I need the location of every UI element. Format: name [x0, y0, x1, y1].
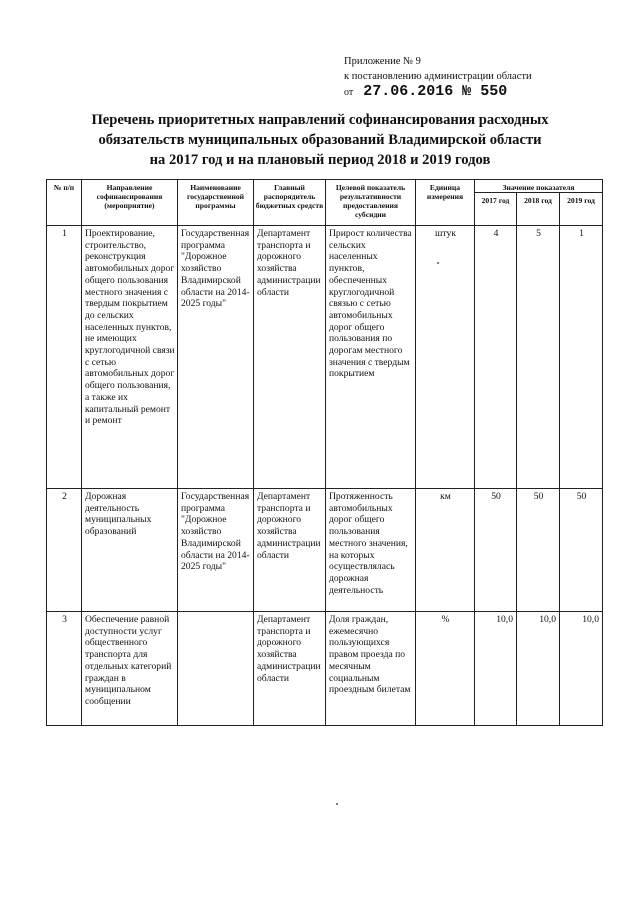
row-unit: штук	[416, 226, 475, 489]
header-program: Наименование государственной программы	[178, 180, 254, 226]
row-indicator: Доля граждан, ежемесячно пользующихся правом проезда по месячным социальным проездным билетам	[326, 612, 416, 726]
annex-stamp-number: 27.06.2016 № 550	[363, 83, 508, 100]
header-year-2018: 2018 год	[517, 193, 560, 226]
row-program	[178, 612, 254, 726]
row-direction: Обеспечение равной доступности услуг общественного транспорта для отдельных категорий граждан в муниципальном сообщении	[82, 612, 178, 726]
row-value-2017: 50	[475, 489, 517, 612]
row-direction: Проектирование, строительство, реконструкция автомобильных дорог общего пользования местного значения с твердым покрытием до сельских населенных пунктов, не имеющих круглогодичной связи с сетью автомобильных дорог общего пользования, а также их капитальный ремонт и ремонт	[82, 226, 178, 489]
table-row	[47, 612, 603, 726]
row-indicator: Прирост количества сельских населенных пунктов, обеспеченных круглогодичной связью с сетью автомобильных дорог общего пользования по дорогам местного значения с твердым покрытием	[326, 226, 416, 489]
row-unit: км	[416, 489, 475, 612]
header-direction: Направление софинансирования (мероприятие)	[82, 180, 178, 226]
header-values: Значение показателя	[475, 180, 603, 193]
scan-speck	[437, 262, 439, 264]
row-value-2018: 10,0	[517, 612, 560, 726]
table-row	[47, 489, 603, 612]
header-num: № п/п	[47, 180, 82, 226]
annex-title: Приложение № 9	[344, 56, 421, 67]
row-value-2018: 50	[517, 489, 560, 612]
row-value-2019: 10,0	[560, 612, 603, 726]
table-row	[47, 226, 603, 489]
row-unit: %	[416, 612, 475, 726]
row-indicator: Протяженность автомобильных дорог общего пользования местного значения, на которых осуществлялась дорожная деятельность	[326, 489, 416, 612]
row-value-2018: 5	[517, 226, 560, 489]
header-year-2017: 2017 год	[475, 193, 517, 226]
row-value-2019: 1	[560, 226, 603, 489]
header-indicator: Целевой показатель результативности предоставления субсидии	[326, 180, 416, 226]
annex-reference: к постановлению администрации области	[344, 71, 532, 82]
title-line-1: Перечень приоритетных направлений софинансирования расходных	[91, 112, 549, 128]
row-manager: Департамент транспорта и дорожного хозяйства администрации области	[254, 612, 326, 726]
row-manager: Департамент транспорта и дорожного хозяйства администрации области	[254, 489, 326, 612]
annex-block	[344, 54, 532, 100]
row-value-2017: 10,0	[475, 612, 517, 726]
priorities-table	[46, 179, 603, 726]
row-manager: Департамент транспорта и дорожного хозяйства администрации области	[254, 226, 326, 489]
header-unit: Единица измерения	[416, 180, 475, 226]
row-program: Государственная программа "Дорожное хозяйство Владимирской области на 2014-2025 годы"	[178, 489, 254, 612]
row-direction: Дорожная деятельность муниципальных образований	[82, 489, 178, 612]
title-line-2: обязательств муниципальных образований Владимирской области	[98, 132, 542, 148]
row-num: 2	[47, 489, 82, 612]
row-num: 1	[47, 226, 82, 489]
row-value-2017: 4	[475, 226, 517, 489]
document-title	[40, 110, 600, 170]
row-value-2019: 50	[560, 489, 603, 612]
header-year-2019: 2019 год	[560, 193, 603, 226]
header-manager: Главный распорядитель бюджетных средств	[254, 180, 326, 226]
title-line-3: на 2017 год и на плановый период 2018 и 2019 годов	[149, 152, 491, 168]
annex-from-label: от	[344, 87, 354, 98]
scan-speck	[336, 803, 338, 805]
row-num: 3	[47, 612, 82, 726]
header-row	[47, 180, 603, 193]
annex-date-line	[344, 84, 532, 100]
row-program: Государственная программа "Дорожное хозяйство Владимирской области на 2014-2025 годы"	[178, 226, 254, 489]
